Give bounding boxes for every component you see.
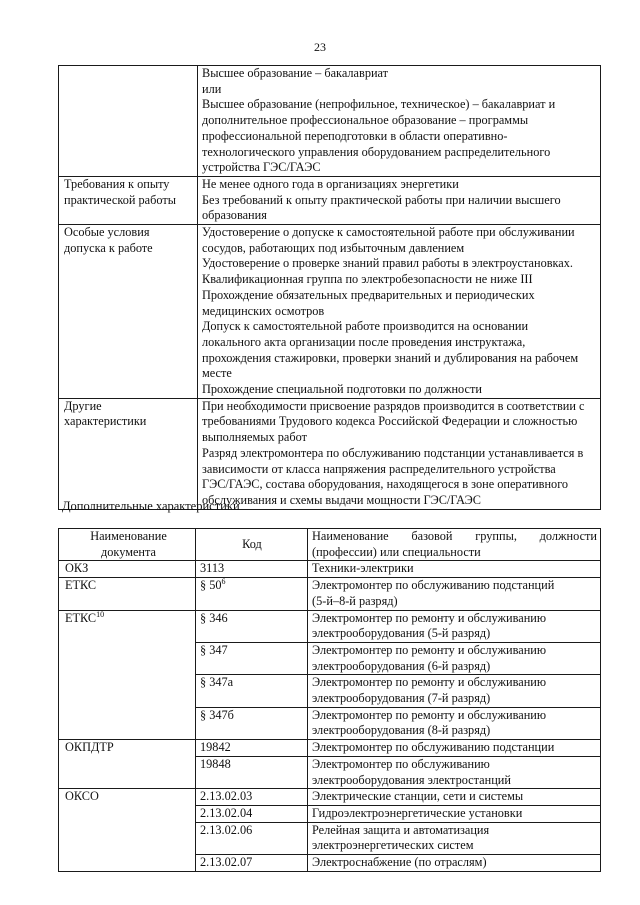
table-row [59, 740, 601, 757]
group-name-line: электрооборудования электростанций [312, 772, 511, 787]
group-name-cell [308, 610, 601, 642]
requirement-text [198, 398, 601, 509]
requirement-label [59, 398, 198, 509]
table-row [59, 789, 601, 806]
requirement-text-line: Допуск к самостоятельной работе производится на основании [202, 319, 529, 334]
requirement-text-line: профессиональной переподготовки в области оперативно- [202, 128, 508, 143]
requirement-text-line: или [202, 81, 222, 96]
requirement-text-line: Прохождение обязательных предварительных и периодических [202, 287, 535, 302]
requirement-label-line: характеристики [64, 414, 147, 429]
code-cell [196, 578, 308, 610]
table-header-row [59, 529, 601, 561]
requirement-text-line: сосудов, работающих под избыточным давлением [202, 240, 465, 255]
table-row [59, 561, 601, 578]
code: 2.13.02.03 [200, 789, 253, 804]
requirement-label [59, 225, 198, 399]
requirement-row [59, 225, 601, 399]
requirement-row [59, 66, 601, 177]
table-row [59, 610, 601, 642]
group-name-cell [308, 789, 601, 806]
requirement-text-line: Удостоверение о допуске к самостоятельной работе при обслуживании [202, 225, 575, 240]
code-cell [196, 610, 308, 642]
section-title: Дополнительные характеристики [62, 499, 240, 513]
requirement-label-line: Особые условия [64, 225, 150, 240]
code-cell [196, 855, 308, 872]
requirement-label-line: Требования к опыту [64, 176, 170, 191]
code-cell [196, 740, 308, 757]
document-name-cell [59, 610, 196, 740]
group-name-cell [308, 822, 601, 854]
requirement-text-line: дополнительное профессиональное образование – программы [202, 113, 529, 128]
group-name-line: Гидроэлектроэнергетические установки [312, 805, 523, 820]
group-name-cell [308, 642, 601, 674]
table-row [59, 578, 601, 610]
group-name-cell [308, 805, 601, 822]
requirement-text-line: Не менее одного года в организациях энергетики [202, 176, 459, 191]
header-code: Код [196, 529, 308, 561]
code-cell [196, 707, 308, 739]
code: 19842 [200, 740, 231, 755]
requirement-text [198, 225, 601, 399]
document-name: ОКПДТР [65, 740, 114, 755]
requirement-text-line: Разряд электромонтера по обслуживанию подстанции устанавливается в [202, 445, 584, 460]
group-name-line: (5-й–8-й разряд) [312, 593, 398, 608]
group-name-cell [308, 855, 601, 872]
code-cell [196, 642, 308, 674]
code: 3113 [200, 561, 225, 576]
group-name-line: Электрические станции, сети и системы [312, 789, 524, 804]
code-cell [196, 789, 308, 806]
group-name-cell [308, 707, 601, 739]
group-name-line: электрооборудования (6-й разряд) [312, 658, 491, 673]
code-cell [196, 822, 308, 854]
requirement-text-line: Квалификационная группа по электробезопасности не ниже III [202, 272, 533, 287]
group-name-line: Электромонтер по обслуживанию подстанции [312, 740, 555, 755]
requirement-text-line: локального акта организации после проведения инструктажа, [202, 334, 526, 349]
code: § 50 [200, 578, 222, 593]
code-cell [196, 561, 308, 578]
footnote-ref: 10 [96, 609, 105, 619]
code: § 347а [200, 675, 234, 690]
group-name-line: Релейная защита и автоматизация [312, 822, 490, 837]
requirement-text-line: Без требований к опыту практической работы при наличии высшего [202, 192, 561, 207]
code: 2.13.02.06 [200, 822, 253, 837]
requirement-text-line: выполняемых работ [202, 430, 307, 445]
requirement-text-line: При необходимости присвоение разрядов производится в соответствии с [202, 398, 585, 413]
requirement-label-line: Другие [64, 398, 102, 413]
document-name-cell [59, 578, 196, 610]
group-name-line: электрооборудования (5-й разряд) [312, 626, 491, 641]
requirement-text-line: технологического управления оборудованием распределительного [202, 144, 551, 159]
group-name-line: Электромонтер по ремонту и обслуживанию [312, 610, 547, 625]
group-name-line: Техники-электрики [312, 561, 414, 576]
document-name: ОКСО [65, 789, 99, 804]
requirement-text-line: требованиями Трудового кодекса Российской Федерации и сложностью [202, 414, 578, 429]
group-name-line: Электромонтер по ремонту и обслуживанию [312, 707, 547, 722]
code-cell [196, 805, 308, 822]
document-name: ОКЗ [65, 561, 89, 576]
requirement-text-line: медицинских осмотров [202, 303, 325, 318]
page-number: 23 [314, 40, 326, 54]
requirement-text-line: устройства ГЭС/ГАЭС [202, 160, 321, 175]
requirement-label [59, 66, 198, 177]
group-name-line: Электромонтер по обслуживанию подстанций [312, 578, 555, 593]
group-name-line: электрооборудования (8-й разряд) [312, 723, 491, 738]
document-name-cell [59, 561, 196, 578]
header-group-name: Наименование базовой группы, должности (профессии) или специальности [308, 529, 601, 561]
group-name-cell [308, 740, 601, 757]
requirement-text-line: Высшее образование (непрофильное, техническое) – бакалавриат и [202, 97, 556, 112]
requirement-label-line: практической работы [64, 192, 176, 207]
group-name-line: Электроснабжение (по отраслям) [312, 855, 487, 870]
group-name-cell [308, 578, 601, 610]
document-name-cell [59, 740, 196, 789]
group-name-cell [308, 756, 601, 788]
requirement-text-line: прохождения стажировки, проверки знаний и дублирования на рабочем [202, 350, 579, 365]
group-name-line: Электромонтер по ремонту и обслуживанию [312, 675, 547, 690]
code: 2.13.02.07 [200, 855, 253, 870]
group-name-line: Электромонтер по ремонту и обслуживанию [312, 642, 547, 657]
code: § 346 [200, 610, 228, 625]
code: 19848 [200, 756, 231, 771]
requirements-table-body [59, 66, 601, 510]
code-cell [196, 675, 308, 707]
code: § 347б [200, 707, 234, 722]
group-name-cell [308, 675, 601, 707]
code: § 347 [200, 642, 228, 657]
footnote-ref: 6 [221, 577, 226, 587]
document-name: ЕТКС [65, 578, 97, 593]
requirement-text-line: Высшее образование – бакалавриат [202, 66, 389, 80]
requirement-text-line: зависимости от класса напряжения распределительного устройства [202, 461, 556, 476]
additional-characteristics-body [59, 529, 601, 872]
header-document-name: Наименование документа [59, 529, 196, 561]
requirement-text [198, 176, 601, 224]
requirement-row [59, 176, 601, 224]
group-name-line: электрооборудования (7-й разряд) [312, 691, 491, 706]
requirement-row [59, 398, 601, 509]
requirement-text-line: ГЭС/ГАЭС, состава оборудования, находящегося в зоне оперативного [202, 477, 569, 492]
requirement-text-line: обслуживания и схемы выдачи мощности ГЭС/ГАЭС [202, 492, 481, 507]
code: 2.13.02.04 [200, 805, 253, 820]
document-name-cell [59, 789, 196, 872]
requirement-text-line: образования [202, 208, 267, 223]
code-cell [196, 756, 308, 788]
requirements-table [58, 65, 601, 510]
requirement-text-line: Прохождение специальной подготовки по должности [202, 382, 482, 397]
requirement-text-line: месте [202, 366, 232, 381]
group-name-line: Электромонтер по обслуживанию [312, 756, 490, 771]
group-name-line: электроэнергетических систем [312, 838, 474, 853]
additional-characteristics-table [58, 528, 601, 872]
requirement-text [198, 66, 601, 177]
document-name: ЕТКС [65, 610, 97, 625]
group-name-cell [308, 561, 601, 578]
requirement-label-line: допуска к работе [64, 240, 153, 255]
requirement-text-line: Удостоверение о проверке знаний правил работы в электроустановках. [202, 256, 573, 271]
requirement-label [59, 176, 198, 224]
